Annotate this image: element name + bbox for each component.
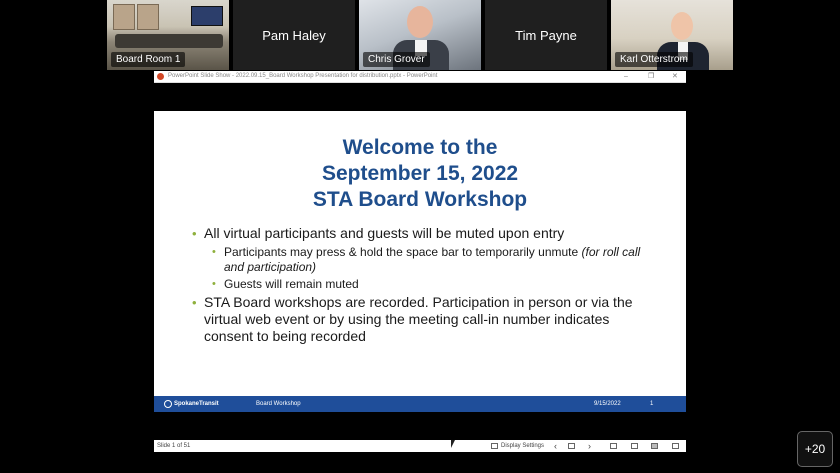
participant-name: Chris Grover <box>363 52 430 67</box>
participant-name: Karl Otterstrom <box>615 52 693 67</box>
reading-view-icon[interactable] <box>651 443 658 449</box>
restore-button[interactable]: ❐ <box>648 73 655 80</box>
person-head <box>407 6 433 38</box>
logo-mark-icon <box>164 400 172 408</box>
slide-title-line: September 15, 2022 <box>321 162 519 185</box>
next-slide-button[interactable]: › <box>588 441 591 451</box>
display-settings-icon[interactable] <box>491 443 498 449</box>
participant-name: Tim Payne <box>515 27 577 43</box>
presenter-view-icon[interactable] <box>672 443 679 449</box>
participant-name: Board Room 1 <box>111 52 185 67</box>
room-wall-panel <box>137 4 159 30</box>
participant-name: Pam Haley <box>262 27 326 43</box>
slide[interactable] <box>154 111 686 412</box>
slide-bullets <box>192 225 652 348</box>
sub-bullet: • Guests will remain muted <box>192 277 652 292</box>
participant-tile-board-room[interactable] <box>107 0 229 70</box>
minimize-button[interactable]: – <box>624 73 628 80</box>
slide-sorter-icon[interactable] <box>568 443 575 449</box>
slide-title-line: Welcome to the <box>342 136 498 159</box>
person-head <box>671 12 693 40</box>
slide-counter: Slide 1 of 51 <box>157 443 191 449</box>
slide-title-line: STA Board Workshop <box>312 188 528 211</box>
previous-slide-button[interactable]: ‹ <box>554 441 557 451</box>
bullet: • All virtual participants and guests will be muted upon entry <box>192 225 652 242</box>
footer-page-number: 1 <box>650 401 654 407</box>
participant-tile-karl-otterstrom[interactable] <box>611 0 733 70</box>
slide-title <box>154 135 686 213</box>
sub-bullet <box>192 245 652 275</box>
window-title: PowerPoint Slide Show - 2022.09.15_Board Workshop Presentation for distribution.pptx - PowerPoint <box>168 73 438 79</box>
ppt-status-bar <box>154 440 686 452</box>
footer-label: Board Workshop <box>256 401 301 407</box>
room-table <box>115 34 223 48</box>
sub-bullet-italic: (for roll call and participation) <box>224 245 641 274</box>
participant-tile-chris-grover[interactable] <box>359 0 481 70</box>
participant-tile-tim-payne[interactable] <box>485 0 607 70</box>
normal-view-icon[interactable] <box>610 443 617 449</box>
participant-tile-pam-haley[interactable] <box>233 0 355 70</box>
spokane-transit-logo <box>164 396 219 412</box>
close-button[interactable]: ✕ <box>672 73 678 80</box>
logo-text: SpokaneTransit <box>174 401 219 407</box>
display-settings-button[interactable]: Display Settings <box>501 443 545 449</box>
powerpoint-icon <box>157 73 164 80</box>
footer-date: 9/15/2022 <box>594 401 621 407</box>
mouse-cursor-icon <box>451 440 455 448</box>
more-participants-button[interactable]: +20 <box>797 431 833 467</box>
ppt-title-bar <box>154 71 686 83</box>
room-screen <box>191 6 223 26</box>
sub-bullet-text: Participants may press & hold the space bar to temporarily unmute <box>224 245 582 259</box>
grid-view-icon[interactable] <box>631 443 638 449</box>
slide-footer <box>154 396 686 412</box>
bullet: • STA Board workshops are recorded. Participation in person or via the virtual web event or by using the meeting call-in number indicates consent to being recorded <box>192 294 652 345</box>
room-wall-panel <box>113 4 135 30</box>
